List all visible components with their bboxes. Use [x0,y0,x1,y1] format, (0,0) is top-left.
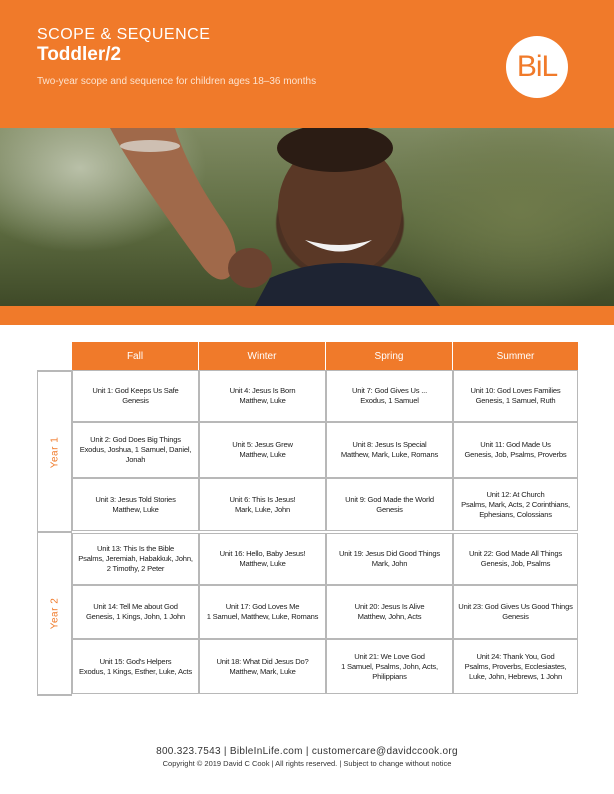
orange-stripe [0,306,614,325]
unit-title: Unit 16: Hello, Baby Jesus! [219,549,306,558]
page-subtitle: Two-year scope and sequence for children ages 18–36 months [37,76,317,87]
table-cell [326,585,453,639]
table-cell [326,422,453,478]
unit-scripture: Genesis [502,612,529,621]
table-cell [72,422,199,478]
column-header-winter: Winter [199,342,325,370]
unit-scripture: 1 Samuel, Matthew, Luke, Romans [206,612,319,621]
unit-scripture: Genesis [122,396,149,405]
table-cell [326,370,453,422]
table-cell [72,370,199,422]
unit-scripture: Exodus, Joshua, 1 Samuel, Daniel, Jonah [79,445,192,464]
column-header-fall: Fall [72,342,198,370]
unit-scripture: Genesis, 1 Kings, John, 1 John [85,612,186,621]
unit-scripture: Matthew, Luke [239,396,286,405]
unit-scripture: Matthew, Luke [112,504,159,514]
unit-title: Unit 23: God Gives Us Good Things [458,602,573,611]
hero-photo [0,128,614,306]
footer-contact: 800.323.7543 | BibleInLife.com | customercare@davidccook.org [156,746,458,757]
unit-title: Unit 7: God Gives Us ... [352,386,427,395]
table-cell [199,585,326,639]
footer-copyright: Copyright © 2019 David C Cook | All rights reserved. | Subject to change without notice [162,759,452,768]
table-cell [199,478,326,531]
unit-title: Unit 6: This Is Jesus! [229,494,296,504]
unit-title: Unit 11: God Made Us [480,440,551,449]
unit-scripture: Matthew, Mark, Luke [229,666,296,676]
unit-scripture: Matthew, Luke [239,559,286,568]
column-header-spring: Spring [326,342,452,370]
unit-title: Unit 13: This Is the Bible [97,544,174,553]
unit-scripture: Psalms, Jeremiah, Habakkuk, John, 2 Timothy, 2 Peter [78,554,193,573]
unit-title: Unit 20: Jesus Is Alive [354,602,425,611]
unit-title: Unit 19: Jesus Did Good Things [338,549,441,558]
table-cell [199,533,326,585]
table-cell [453,585,578,639]
unit-title: Unit 2: God Does Big Things [90,435,181,444]
table-cell [199,370,326,422]
page-title: Toddler/2 [37,44,122,65]
unit-title: Unit 18: What Did Jesus Do? [216,656,309,666]
unit-title: Unit 22: God Made All Things [468,549,563,558]
table-cell [326,639,453,694]
unit-title: Unit 8: Jesus Is Special [352,440,427,449]
table-cell [72,639,199,694]
unit-title: Unit 4: Jesus Is Born [229,386,296,395]
year-2-label: Year 2 [48,597,60,630]
unit-title: Unit 15: God's Helpers [99,656,172,666]
unit-title: Unit 17: God Loves Me [225,602,300,611]
unit-scripture: Mark, Luke, John [234,504,291,514]
year-2-label-cell [37,531,72,696]
unit-scripture: Exodus, 1 Kings, Esther, Luke, Acts [79,666,192,676]
table-cell [453,639,578,694]
unit-scripture: Mark, John [371,559,408,568]
unit-title: Unit 14: Tell Me about God [93,602,178,611]
table-cell [326,478,453,531]
year-1-label: Year 1 [48,436,60,469]
unit-scripture: Genesis, Job, Psalms, Proverbs [464,450,567,459]
unit-title: Unit 9: God Made the World [345,494,434,504]
table-cell [453,533,578,585]
scope-sequence-table [37,342,578,694]
table-cell [72,478,199,531]
unit-scripture: Matthew, Mark, Luke, Romans [340,450,439,459]
table-cell [326,533,453,585]
unit-scripture: Genesis [376,504,403,514]
hero-photo-illustration [0,128,614,306]
table-cell [453,370,578,422]
header-banner [0,0,614,128]
unit-scripture: Psalms, Mark, Acts, 2 Corinthians, Ephesians, Colossians [461,499,570,519]
table-cell [199,639,326,694]
year-1-label-cell [37,370,72,533]
unit-scripture: Matthew, John, Acts [357,612,422,621]
unit-scripture: Psalms, Proverbs, Ecclesiastes, Luke, John, Hebrews, 1 John [464,661,567,681]
unit-title: Unit 10: God Loves Families [470,386,561,395]
unit-title: Unit 21: We Love God [354,651,425,661]
unit-scripture: Genesis, 1 Samuel, Ruth [475,396,556,405]
table-cell [453,422,578,478]
unit-title: Unit 3: Jesus Told Stories [95,494,176,504]
unit-title: Unit 24: Thank You, God [476,651,555,661]
unit-scripture: Matthew, Luke [239,450,286,459]
table-cell [72,533,199,585]
unit-title: Unit 1: God Keeps Us Safe [92,386,179,395]
bil-logo [506,36,568,98]
unit-scripture: Exodus, 1 Samuel [360,396,419,405]
table-cell [72,585,199,639]
unit-scripture: 1 Samuel, Psalms, John, Acts, Philippians [341,661,438,681]
column-header-summer: Summer [453,342,578,370]
unit-scripture: Genesis, Job, Psalms [480,559,551,568]
table-cell [453,478,578,531]
logo-text: BiL [516,50,558,83]
scope-sequence-label: SCOPE & SEQUENCE [37,26,211,43]
unit-title: Unit 12: At Church [486,489,545,499]
table-cell [199,422,326,478]
unit-title: Unit 5: Jesus Grew [232,440,293,449]
